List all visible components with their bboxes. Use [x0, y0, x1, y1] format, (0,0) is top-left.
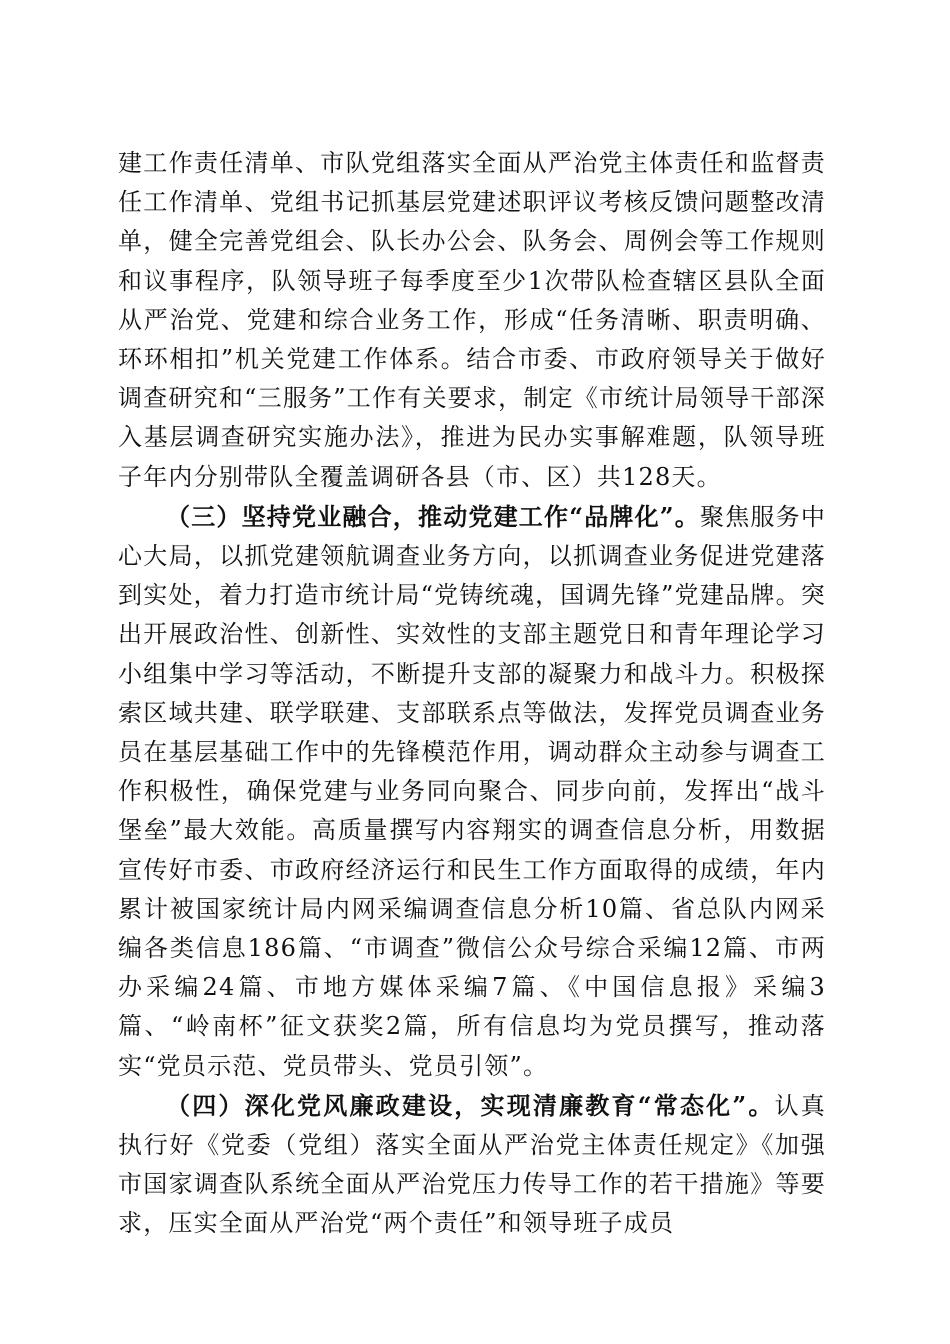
paragraph-text: 建工作责任清单、市队党组落实全面从严治党主体责任和监督责任工作清单、党组书记抓基层党建述职评议考核反馈问题整改清单，健全完善党组会、队长办公会、队务会、周例会等工作规则和议事程序，队领导班子每季度至少1次带队检查辖区县队全面从严治党、党建和综合业务工作，形成“任务清晰、职责明确、环环相扣”机关党建工作体系。结合市委、市政府领导关于做好调查研究和“三服务”工作有关要求，制定《市统计局领导干部深入基层调查研究实施办法》，推进为民办实事解难题，队领导班子年内分别带队全覆盖调研各县（市、区）共128天。	[118, 149, 826, 491]
document-body	[118, 144, 826, 1244]
paragraph-continuation	[118, 144, 826, 497]
paragraph-section-three	[118, 497, 826, 1086]
paragraph-section-four	[118, 1086, 826, 1244]
section-three-heading: （三）坚持党业融合，推动党建工作“品牌化”。	[166, 501, 701, 531]
paragraph-text: 认真执行好《党委（党组）落实全面从严治党主体责任规定》《加强市国家调查队系统全面从严治党压力传导工作的若干措施》等要求，压实全面从严治党“两个责任”和领导班子成员	[118, 1091, 826, 1238]
paragraph-text: 聚焦服务中心大局，以抓党建领航调查业务方向，以抓调查业务促进党建落到实处，着力打造市统计局“党铸统魂，国调先锋”党建品牌。突出开展政治性、创新性、实效性的支部主题党日和青年理论学习小组集中学习等活动，不断提升支部的凝聚力和战斗力。积极探索区域共建、联学联建、支部联系点等做法，发挥党员调查业务员在基层基础工作中的先锋模范作用，调动群众主动参与调查工作积极性，确保党建与业务同向聚合、同步向前，发挥出“战斗堡垒”最大效能。高质量撰写内容翔实的调查信息分析，用数据宣传好市委、市政府经济运行和民生工作方面取得的成绩，年内累计被国家统计局内网采编调查信息分析10篇、省总队内网采编各类信息186篇、“市调查”微信公众号综合采编12篇、市两办采编24篇、市地方媒体采编7篇、《中国信息报》采编3篇、“岭南杯”征文获奖2篇，所有信息均为党员撰写，推动落实“党员示范、党员带头、党员引领”。	[118, 502, 827, 1080]
section-four-heading: （四）深化党风廉政建设，实现清廉教育“常态化”。	[166, 1090, 775, 1120]
